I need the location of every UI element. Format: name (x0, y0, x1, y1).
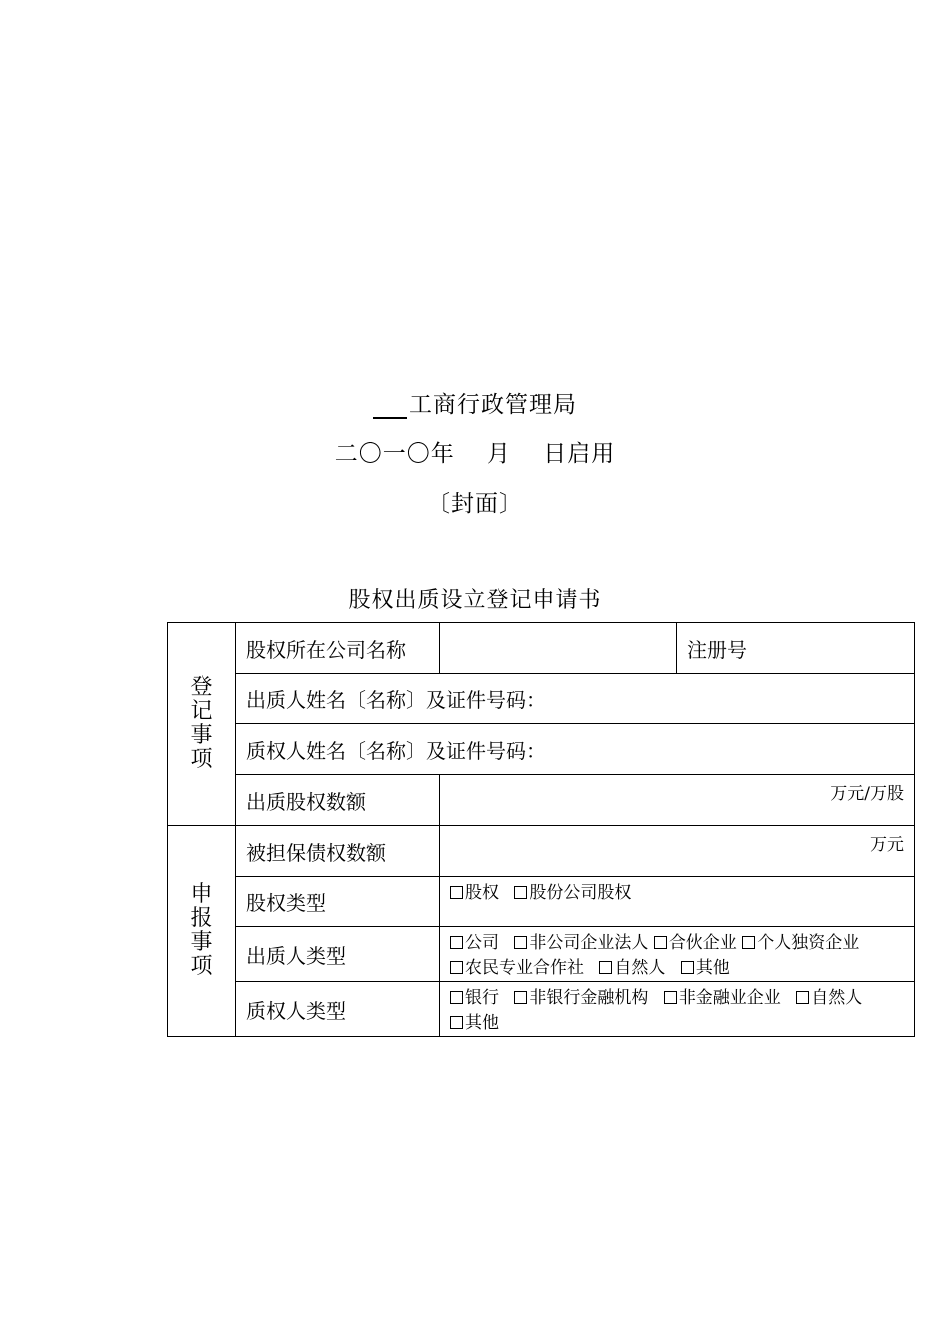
checkbox-icon[interactable] (450, 886, 463, 899)
section-registration (168, 623, 236, 826)
table-row (168, 826, 915, 877)
checkbox-icon[interactable] (514, 991, 527, 1004)
pledgee-name-field[interactable]: 质权人姓名〔名称〕及证件号码： (236, 724, 915, 775)
checkbox-icon[interactable] (450, 936, 463, 949)
checkbox-option[interactable]: 股权 (450, 883, 499, 903)
section-char: 报 (190, 906, 213, 931)
section-char: 事 (190, 930, 213, 955)
section-char: 项 (190, 747, 213, 772)
section-char: 项 (190, 954, 213, 979)
cover-label: 〔封面〕 (427, 491, 523, 517)
checkbox-option[interactable]: 非公司企业法人 (514, 933, 648, 953)
checkbox-option[interactable]: 非金融业企业 (664, 988, 781, 1008)
checkbox-icon[interactable] (514, 886, 527, 899)
reg-no-field[interactable]: 注册号 (677, 623, 915, 674)
secured-debt-label: 被担保债权数额 (236, 826, 440, 877)
company-name-label: 股权所在公司名称 (236, 623, 440, 674)
checkbox-option[interactable]: 公司 (450, 933, 499, 953)
checkbox-option[interactable]: 银行 (450, 988, 499, 1008)
checkbox-icon[interactable] (599, 961, 612, 974)
table-row (168, 724, 915, 775)
pledgor-type-label: 出质人类型 (236, 927, 440, 982)
checkbox-option[interactable]: 其他 (450, 1013, 499, 1033)
checkbox-icon[interactable] (681, 961, 694, 974)
application-form-table (167, 622, 915, 1037)
checkbox-icon[interactable] (796, 991, 809, 1004)
pledgor-name-field[interactable]: 出质人姓名〔名称〕及证件号码： (236, 674, 915, 724)
pledgor-type-options (440, 927, 915, 982)
table-row (168, 927, 915, 982)
checkbox-option[interactable]: 自然人 (599, 958, 665, 978)
table-row (168, 982, 915, 1037)
form-title: 股权出质设立登记申请书 (348, 588, 602, 613)
checkbox-option[interactable]: 非银行金融机构 (514, 988, 648, 1008)
checkbox-option[interactable]: 农民专业合作社 (450, 958, 584, 978)
pledgee-type-label: 质权人类型 (236, 982, 440, 1037)
equity-type-options (440, 877, 915, 927)
authority-line (0, 386, 950, 419)
secured-debt-field[interactable] (440, 826, 915, 877)
authority-blank[interactable] (373, 397, 407, 419)
secured-debt-unit: 万元 (870, 835, 904, 855)
checkbox-icon[interactable] (664, 991, 677, 1004)
date-line: 二〇一〇年 月 日启用 (334, 441, 616, 467)
checkbox-icon[interactable] (742, 936, 755, 949)
checkbox-icon[interactable] (450, 991, 463, 1004)
pledgee-type-options (440, 982, 915, 1037)
authority-text: 工商行政管理局 (409, 392, 577, 418)
checkbox-icon[interactable] (450, 961, 463, 974)
checkbox-icon[interactable] (654, 936, 667, 949)
table-row (168, 674, 915, 724)
equity-type-label: 股权类型 (236, 877, 440, 927)
section-char: 登 (190, 675, 213, 700)
equity-amount-label: 出质股权数额 (236, 775, 440, 826)
checkbox-option[interactable]: 个人独资企业 (742, 933, 859, 953)
section-char: 记 (190, 699, 213, 724)
section-char: 申 (190, 882, 213, 907)
checkbox-option[interactable]: 其他 (681, 958, 730, 978)
checkbox-option[interactable]: 自然人 (796, 988, 862, 1008)
section-char: 事 (190, 723, 213, 748)
checkbox-icon[interactable] (450, 1016, 463, 1029)
checkbox-option[interactable]: 股份公司股权 (514, 883, 631, 903)
company-name-field[interactable] (440, 623, 677, 674)
equity-amount-field[interactable] (440, 775, 915, 826)
checkbox-icon[interactable] (514, 936, 527, 949)
section-declaration (168, 826, 236, 1037)
equity-amount-unit: 万元/万股 (830, 784, 904, 804)
checkbox-option[interactable]: 合伙企业 (654, 933, 737, 953)
table-row (168, 775, 915, 826)
table-row (168, 623, 915, 674)
table-row (168, 877, 915, 927)
